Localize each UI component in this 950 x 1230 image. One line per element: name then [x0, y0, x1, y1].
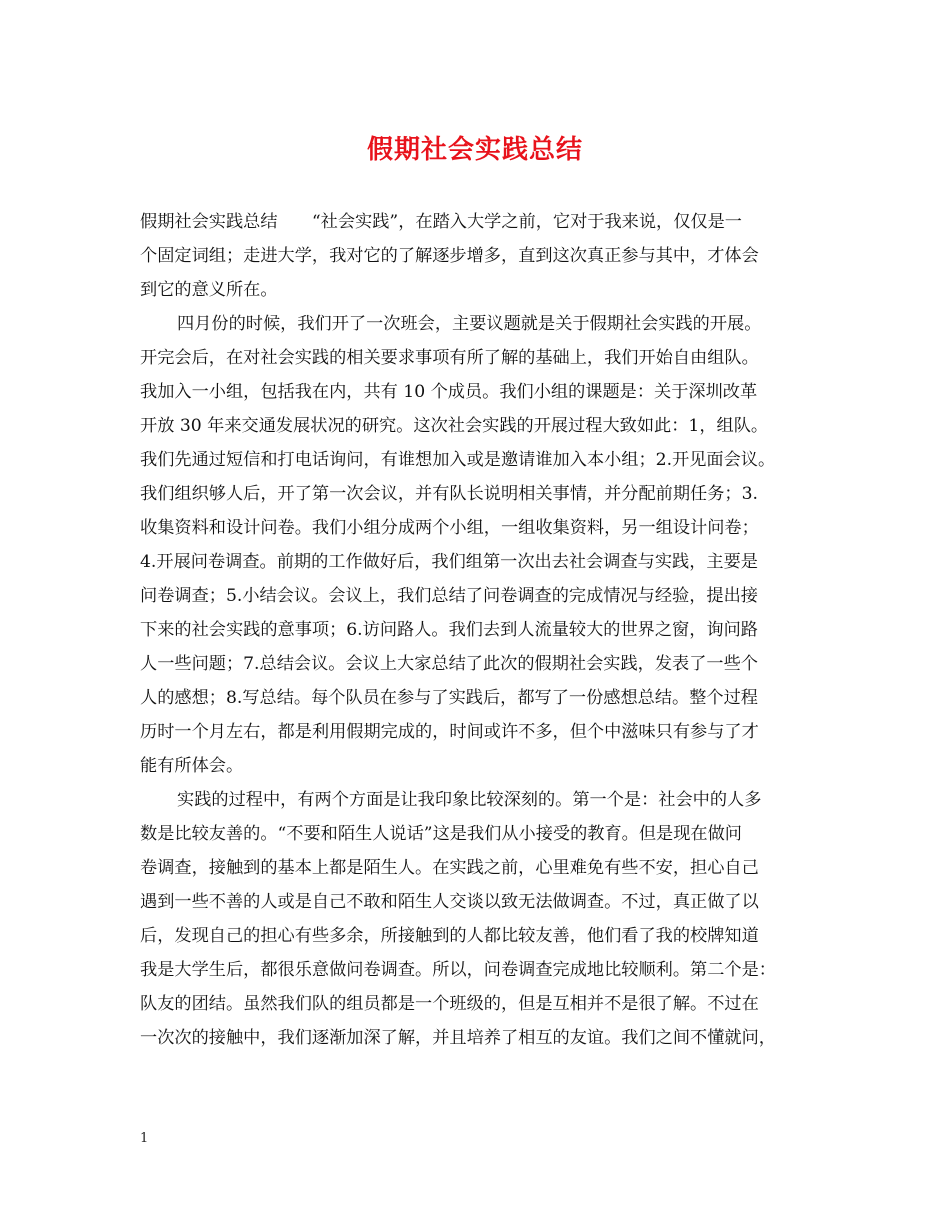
- paragraph-2-line-8: 4.开展问卷调查。前期的工作做好后，我们组第一次出去社会调查与实践，主要是: [140, 552, 758, 572]
- paragraph-2-line-12: 人的感想；8.写总结。每个队员在参与了实践后，都写了一份感想总结。整个过程: [140, 688, 758, 708]
- paragraph-2-line-4: 开放 30 年来交通发展状况的研究。这次社会实践的开展过程大致如此：1，组队。: [140, 416, 769, 436]
- paragraph-3-line-4: 遇到一些不善的人或是自己不敢和陌生人交谈以致无法做调查。不过，真正做了以: [140, 892, 759, 912]
- paragraph-3-line-1: 实践的过程中，有两个方面是让我印象比较深刻的。第一个是：社会中的人多: [177, 790, 762, 810]
- paragraph-2-line-11: 人一些问题；7.总结会议。会议上大家总结了此次的假期社会实践，发表了一些个: [140, 654, 758, 674]
- paragraph-3-line-8: 一次次的接触中，我们逐渐加深了解，并且培养了相互的友谊。我们之间不懂就问，: [140, 1028, 776, 1048]
- paragraph-3-line-5: 后，发现自己的担心有些多余，所接触到的人都比较友善，他们看了我的校牌知道: [140, 926, 759, 946]
- paragraph-2-line-2: 开完会后，在对社会实践的相关要求事项有所了解的基础上，我们开始自由组队。: [140, 348, 759, 368]
- paragraph-1-line-2: 个固定词组；走进大学，我对它的了解逐步增多，直到这次真正参与其中，才体会: [140, 246, 759, 266]
- document-body: [140, 205, 830, 1055]
- paragraph-2-line-5: 我们先通过短信和打电话询问，有谁想加入或是邀请谁加入本小组；2.开见面会议。: [140, 450, 776, 470]
- paragraph-2-line-9: 问卷调查；5.小结会议。会议上，我们总结了问卷调查的完成情况与经验，提出接: [140, 586, 758, 606]
- paragraph-2-line-1: 四月份的时候，我们开了一次班会，主要议题就是关于假期社会实践的开展。: [177, 314, 762, 334]
- paragraph-2-line-3: 我加入一小组，包括我在内，共有 10 个成员。我们小组的课题是：关于深圳改革: [140, 382, 758, 402]
- paragraph-3-line-6: 我是大学生后，都很乐意做问卷调查。所以，问卷调查完成地比较顺利。第二个是：: [140, 960, 776, 980]
- paragraph-1-line-1: 假期社会实践总结 “社会实践”，在踏入大学之前，它对于我来说，仅仅是一: [140, 212, 742, 232]
- paragraph-3-line-2: 数是比较友善的。“不要和陌生人说话”这是我们从小接受的教育。但是现在做问: [140, 824, 742, 844]
- paragraph-3-line-3: 卷调查，接触到的基本上都是陌生人。在实践之前，心里难免有些不安，担心自己: [140, 858, 759, 878]
- paragraph-2-line-14: 能有所体会。: [140, 756, 244, 776]
- paragraph-3-line-7: 队友的团结。虽然我们队的组员都是一个班级的，但是互相并不是很了解。不过在: [140, 994, 759, 1014]
- paragraph-2-line-10: 下来的社会实践的意事项；6.访问路人。我们去到人流量较大的世界之窗，询问路: [140, 620, 758, 640]
- page-title: 假期社会实践总结: [366, 135, 583, 165]
- paragraph-2-line-7: 收集资料和设计问卷。我们小组分成两个小组，一组收集资料，另一组设计问卷；: [140, 518, 759, 538]
- page-number: 1: [140, 1131, 149, 1146]
- paragraph-2-line-13: 历时一个月左右，都是利用假期完成的，时间或许不多，但个中滋味只有参与了才: [140, 722, 759, 742]
- paragraph-1-line-3: 到它的意义所在。: [140, 280, 278, 300]
- paragraph-2-line-6: 我们组织够人后，开了第一次会议，并有队长说明相关事情，并分配前期任务；3.: [140, 484, 758, 504]
